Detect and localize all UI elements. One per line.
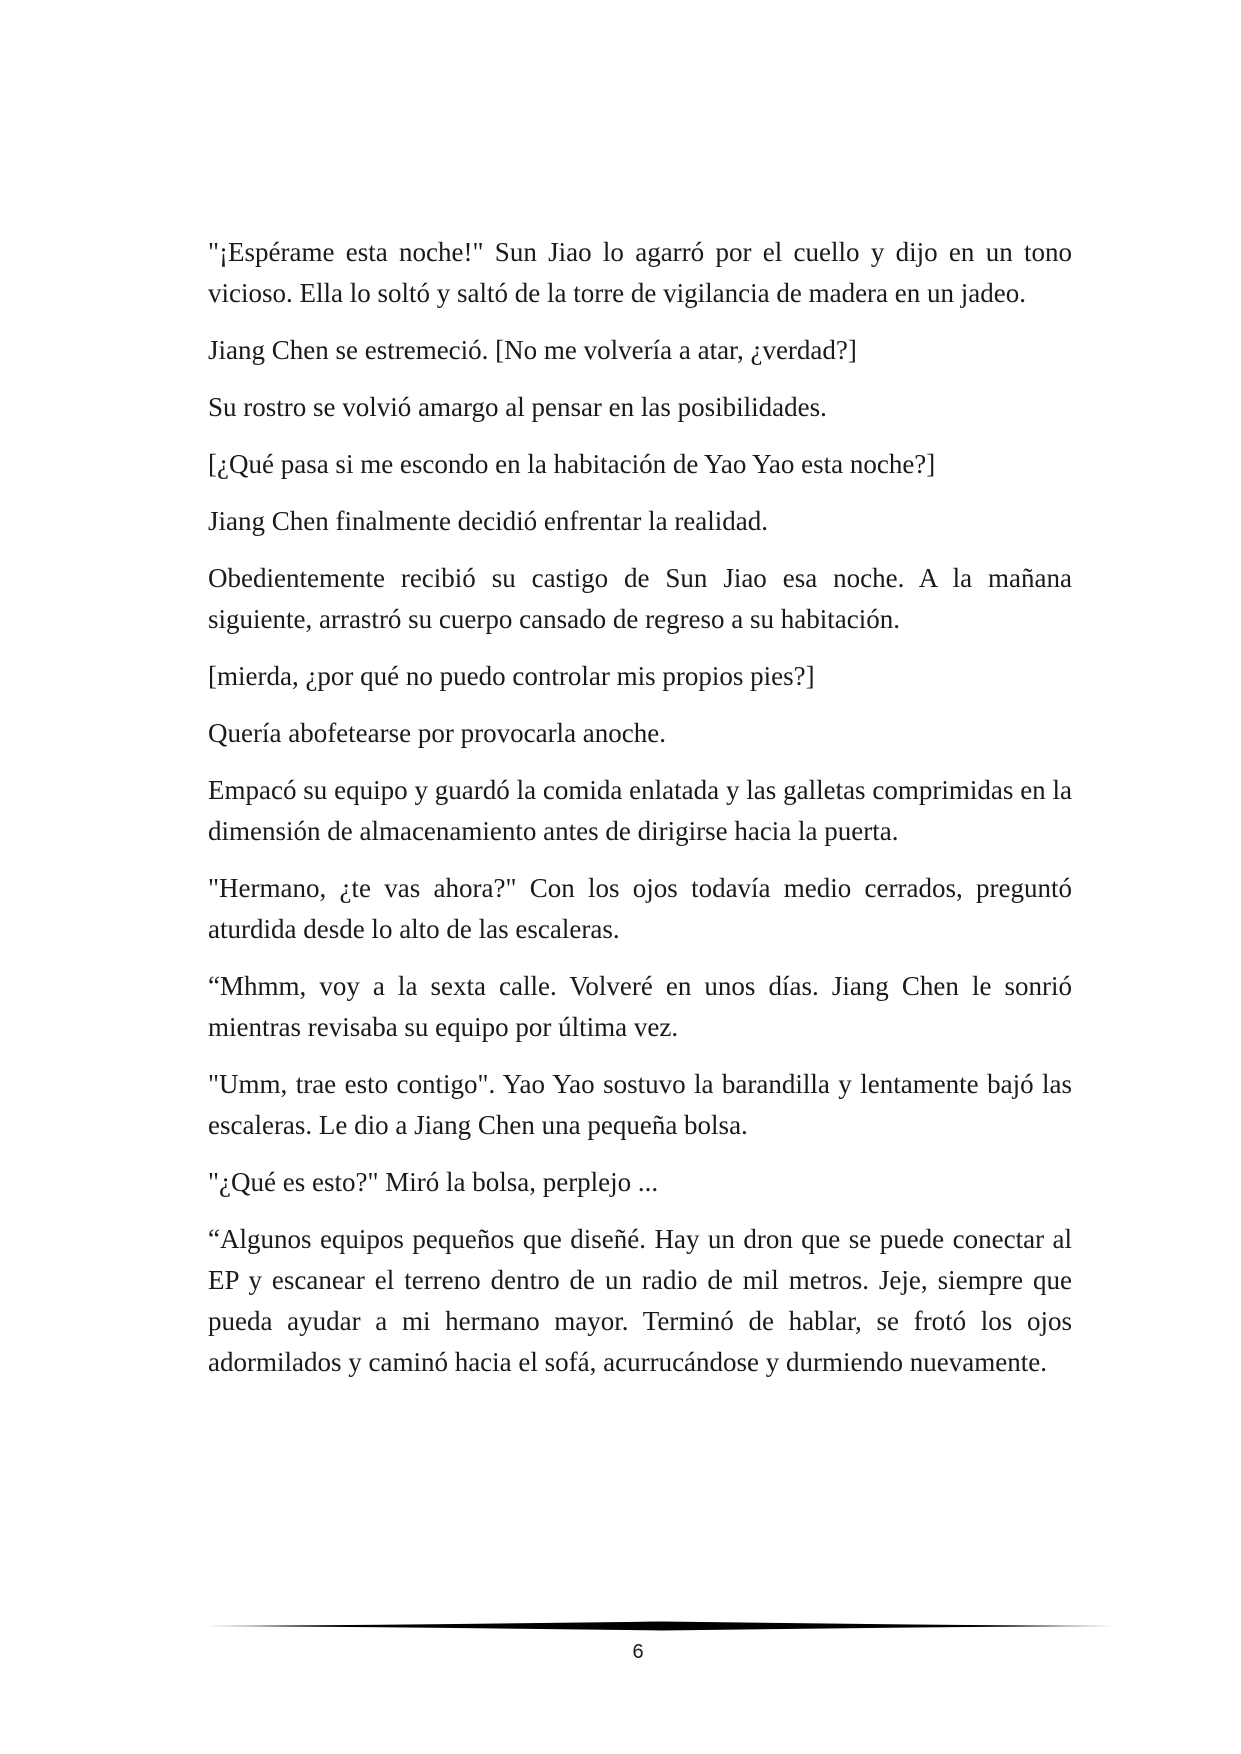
paragraph-6: Obedientemente recibió su castigo de Sun Jiao esa noche. A la mañana siguiente, arrastró su cuerpo cansado de regreso a su habitación.: [208, 563, 1072, 634]
paragraph-3: Su rostro se volvió amargo al pensar en las posibilidades.: [208, 392, 827, 422]
paragraph-2: Jiang Chen se estremeció. [No me volvería a atar, ¿verdad?]: [208, 335, 857, 365]
footer-divider-stroke: [208, 1622, 1114, 1631]
paragraph-11: “Mhmm, voy a la sexta calle. Volveré en unos días. Jiang Chen le sonrió mientras revisaba su equipo por última vez.: [208, 971, 1072, 1042]
paragraph-9: Empacó su equipo y guardó la comida enlatada y las galletas comprimidas en la dimensión de almacenamiento antes de dirigirse hacia la puerta.: [208, 775, 1072, 846]
paragraph-5: Jiang Chen finalmente decidió enfrentar la realidad.: [208, 506, 769, 536]
paragraph-14: “Algunos equipos pequeños que diseñé. Hay un dron que se puede conectar al EP y escanear el terreno dentro de un radio de mil metros. Jeje, siempre que pueda ayudar a mi hermano mayor. Terminó de hablar, se frotó los ojos adormilados y caminó hacia el sofá, acurrucándose y durmiendo nuevamente.: [208, 1224, 1072, 1377]
paragraph-1: "¡Espérame esta noche!" Sun Jiao lo agarró por el cuello y dijo en un tono vicioso. Ella lo soltó y saltó de la torre de vigilancia de madera en un jadeo.: [208, 237, 1072, 308]
paragraph-4: [¿Qué pasa si me escondo en la habitación de Yao Yao esta noche?]: [208, 449, 936, 479]
paragraph-13: "¿Qué es esto?" Miró la bolsa, perplejo ...: [208, 1167, 659, 1197]
paragraph-7: [mierda, ¿por qué no puedo controlar mis propios pies?]: [208, 661, 815, 691]
page-number: 6: [632, 1641, 644, 1663]
footer-divider: [208, 1620, 1114, 1632]
paragraph-10: "Hermano, ¿te vas ahora?" Con los ojos todavía medio cerrados, preguntó aturdida desde lo alto de las escaleras.: [208, 873, 1072, 944]
page-body: [208, 232, 1072, 1399]
paragraph-12: "Umm, trae esto contigo". Yao Yao sostuvo la barandilla y lentamente bajó las escaleras. Le dio a Jiang Chen una pequeña bolsa.: [208, 1069, 1072, 1140]
paragraph-8: Quería abofetearse por provocarla anoche.: [208, 718, 666, 748]
